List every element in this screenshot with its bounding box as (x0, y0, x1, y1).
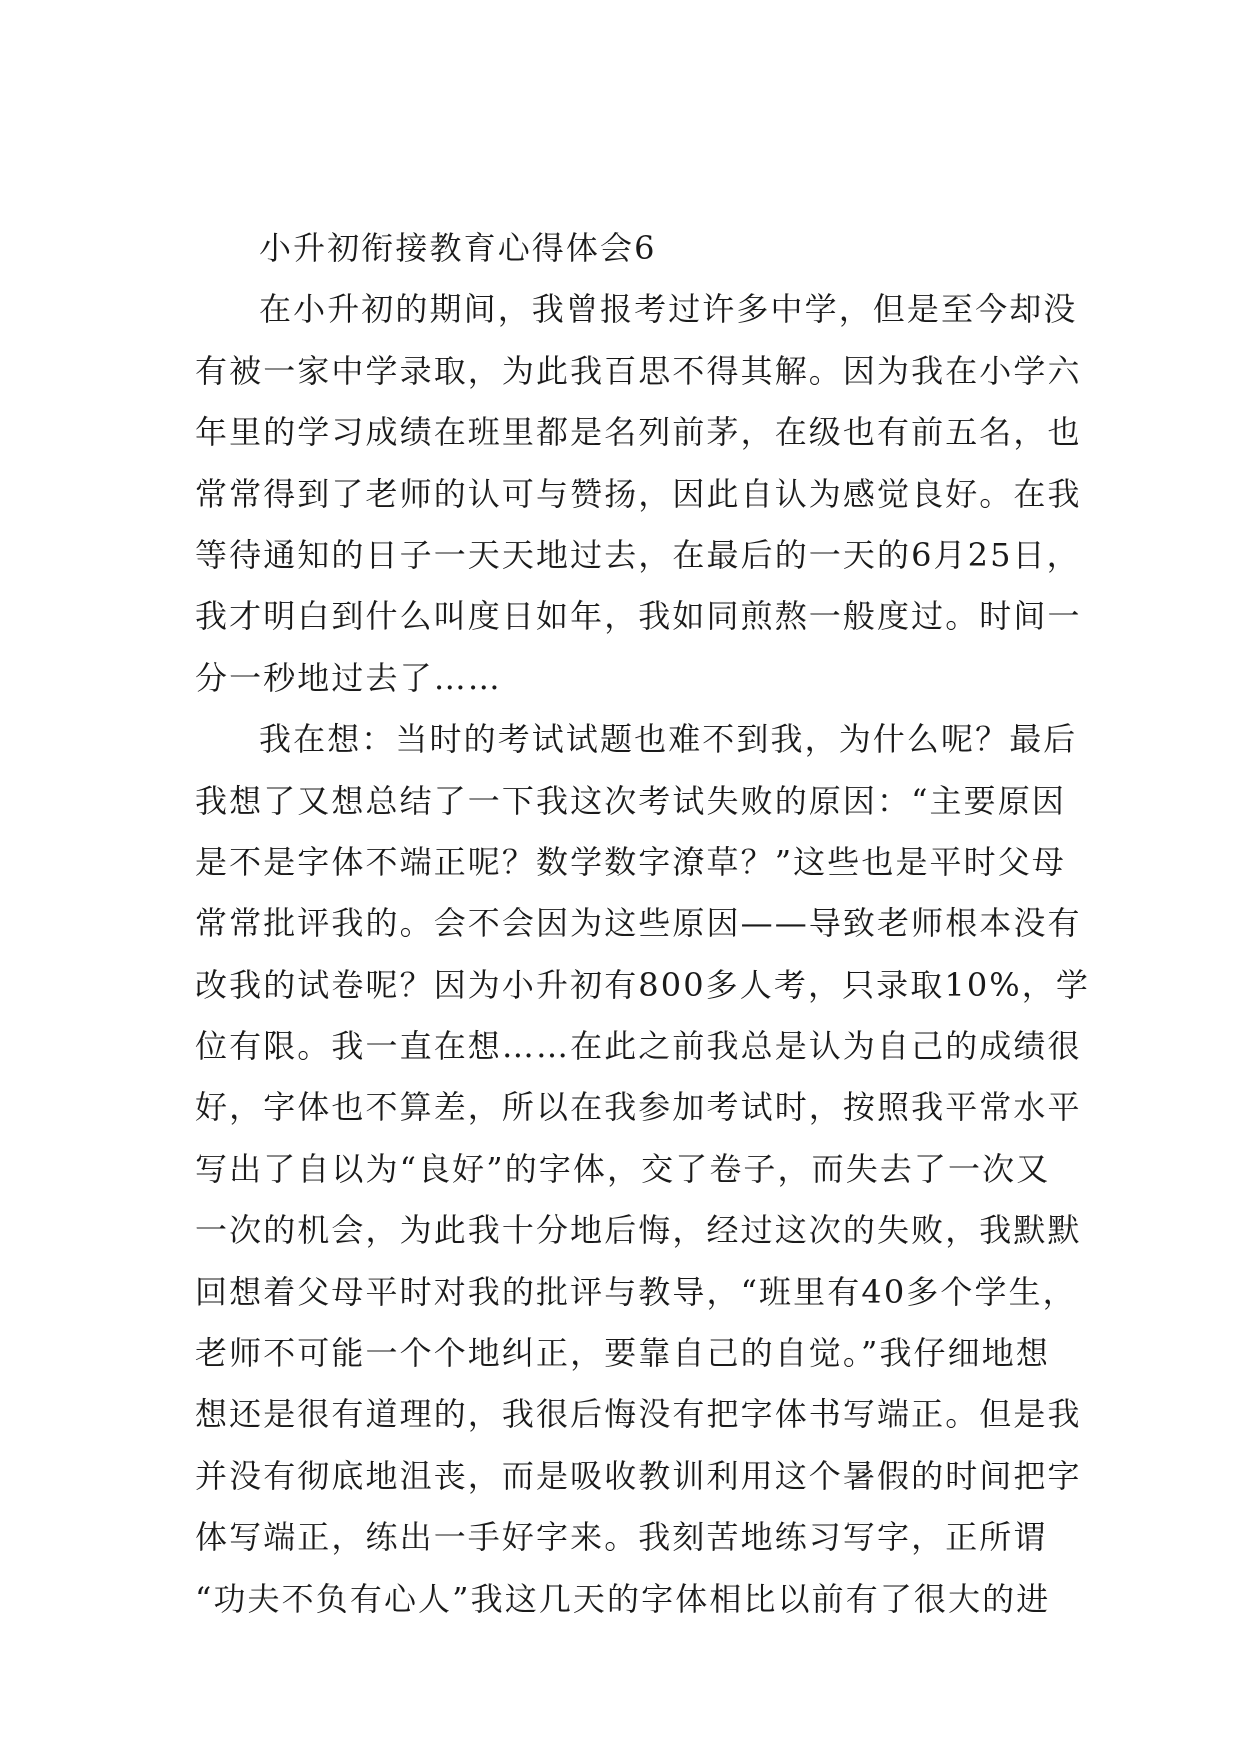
document-body (195, 218, 1091, 1630)
paragraph-1-line-4: 常常得到了老师的认可与赞扬，因此自认为感觉良好。在我 (195, 474, 1082, 513)
paragraph-2-line-5: 改我的试卷呢？因为小升初有800多人考，只录取10%，学 (195, 965, 1091, 1004)
paragraph-1-line-2: 有被一家中学录取，为此我百思不得其解。因为我在小学六 (195, 351, 1082, 390)
paragraph-1-line-3: 年里的学习成绩在班里都是名列前茅，在级也有前五名，也 (195, 413, 1082, 452)
paragraph-2-line-1: 我在想：当时的考试试题也难不到我，为什么呢？最后 (259, 720, 1078, 759)
paragraph-2-line-6: 位有限。我一直在想……在此之前我总是认为自己的成绩很 (195, 1027, 1082, 1066)
paragraph-1-line-1: 在小升初的期间，我曾报考过许多中学，但是至今却没 (259, 290, 1078, 329)
paragraph-2-line-4: 常常批评我的。会不会因为这些原因——导致老师根本没有 (195, 904, 1082, 943)
paragraph-2-line-8: 写出了自以为“良好”的字体，交了卷子，而失去了一次又 (195, 1149, 1051, 1188)
paragraph-1-line-6: 我才明白到什么叫度日如年，我如同煎熬一般度过。时间一 (195, 597, 1082, 636)
paragraph-2-line-9: 一次的机会，为此我十分地后悔，经过这次的失败，我默默 (195, 1211, 1082, 1250)
paragraph-1-line-5: 等待通知的日子一天天地过去，在最后的一天的6月25日， (195, 535, 1081, 574)
paragraph-2-line-11: 老师不可能一个个地纠正，要靠自己的自觉。”我仔细地想 (195, 1334, 1050, 1373)
paragraph-2-line-13: 并没有彻底地沮丧，而是吸收教训利用这个暑假的时间把字 (195, 1456, 1082, 1495)
paragraph-2-line-7: 好，字体也不算差，所以在我参加考试时，按照我平常水平 (195, 1088, 1082, 1127)
paragraph-2-line-3: 是不是字体不端正呢？数学数字潦草？”这些也是平时父母 (195, 842, 1066, 881)
paragraph-2-line-12: 想还是很有道理的，我很后悔没有把字体书写端正。但是我 (195, 1395, 1082, 1434)
paragraph-2-line-2: 我想了又想总结了一下我这次考试失败的原因：“主要原因 (195, 781, 1066, 820)
document-title: 小升初衔接教育心得体会6 (259, 229, 657, 267)
paragraph-1-line-7: 分一秒地过去了…… (195, 658, 502, 697)
paragraph-2-line-10: 回想着父母平时对我的批评与教导，“班里有40多个学生， (195, 1272, 1077, 1311)
paragraph-2-line-14: 体写端正，练出一手好字来。我刻苦地练习写字，正所谓 (195, 1518, 1048, 1557)
paragraph-2-line-15: “功夫不负有心人”我这几天的字体相比以前有了很大的进 (195, 1579, 1051, 1618)
